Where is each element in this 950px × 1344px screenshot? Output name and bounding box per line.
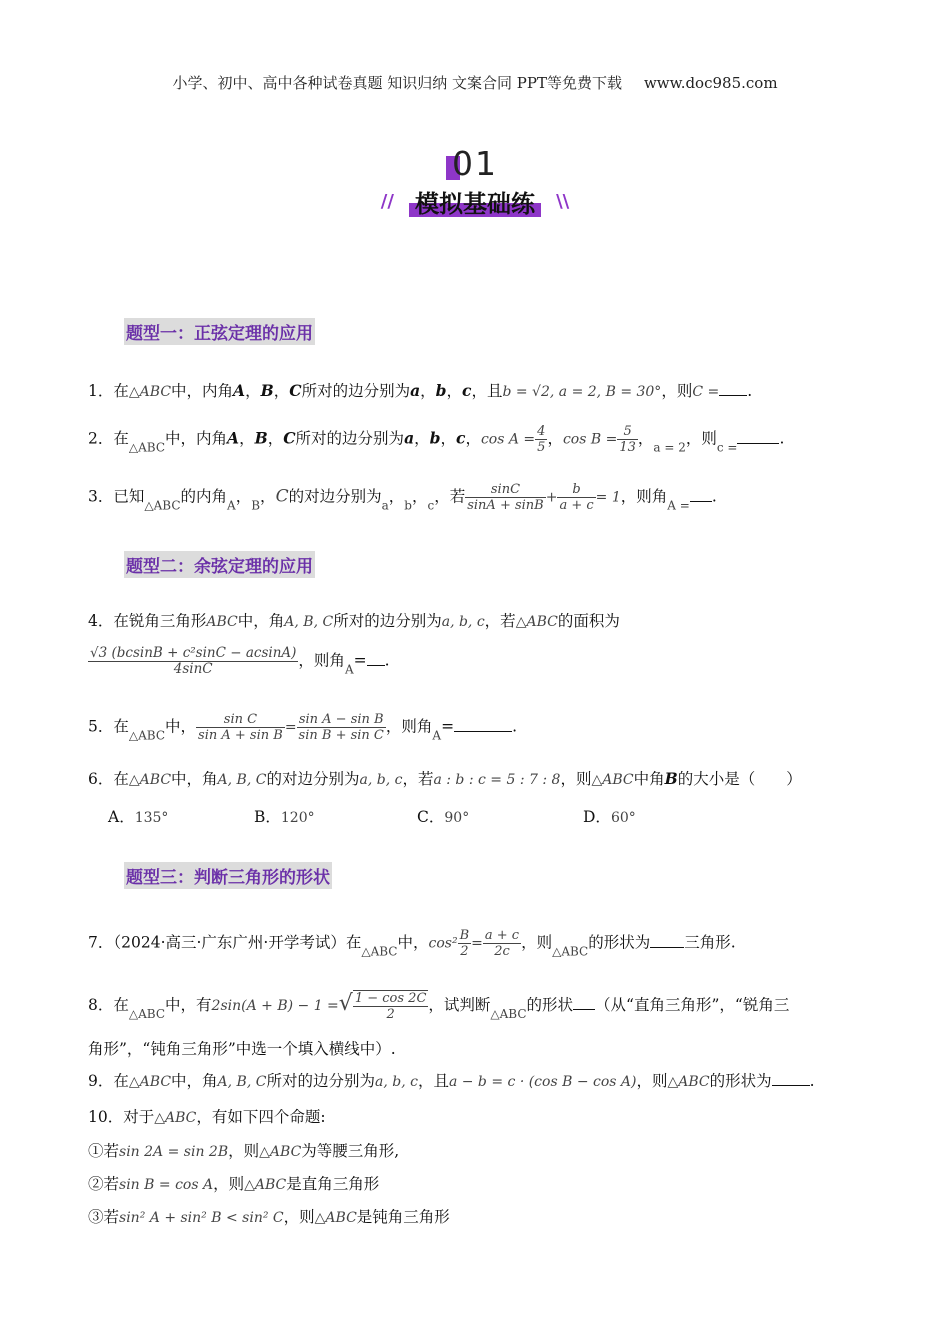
left-deco: // [380,191,394,212]
answer-blank[interactable] [772,1073,810,1086]
proposition-1: ①若sin 2A = sin 2B，则△ABC为等腰三角形, [88,1142,400,1160]
chapter-title: 模拟基础练 [409,184,541,219]
question-3: 3．已知$_{\triangle ABC}$的内角$_A$，$_B$，C的对边分别为$_a$，$_b$，$_c$，若 $\frac{\sin C}{\sin A + \sin B}$ + $\frac{b}{a + c}$ = 1，则角$_{A =}$ . [88,482,717,513]
section-heading-3: 题型三：判断三角形的形状 [124,862,332,889]
proposition-2: ②若sin B = cos A，则△ABC是直角三角形 [88,1175,380,1193]
question-9: 9．在△ABC中，角A, B, C所对的边分别为a, b, c，且a − b = c · (cos B − cos A)，则△ABC的形状为 . [88,1072,815,1090]
answer-blank[interactable] [573,997,595,1010]
answer-blank[interactable] [650,935,684,948]
header-banner [0,72,950,93]
proposition-3: ③若sin² A + sin² B < sin² C，则△ABC是钝角三角形 [88,1208,450,1226]
answer-blank[interactable] [367,653,385,666]
section-heading-2: 题型二：余弦定理的应用 [124,551,315,578]
question-8-line-2: 角形”，“钝角三角形”中选一个填入横线中）. [88,1040,396,1058]
option-b[interactable]: B．120° [254,808,315,826]
answer-blank[interactable] [719,383,747,396]
site-link[interactable]: www.doc985.com [643,74,778,92]
answer-blank[interactable] [454,719,512,732]
question-10: 10．对于△ABC，有如下四个命题: [88,1108,326,1126]
question-4-line-2: $\frac{\text{√3 (bcsinB + c²sinC − acsinA)}}{4\sin C}$ ，则角$_A$= . [90,645,390,677]
question-2: 2．在$_{\triangle ABC}$中，内角A，B，C所对的边分别为a，b，c，cos A = $\frac{4}{5}$ ，cos B = $\frac{5}{13}$ ，$_{a = 2}$，则$_{c =}$ . [88,424,785,455]
question-6: 6．在△ABC中，角A, B, C的对边分别为a, b, c，若a : b : c = 5 : 7 : 8，则△ABC中角B的大小是（ ） [88,769,802,788]
option-a[interactable]: A．135° [108,808,169,826]
section-heading-1: 题型一：正弦定理的应用 [124,318,315,345]
chapter-number: 01 [452,144,498,183]
question-7: 7．（2024·高三·广东广州·开学考试）在$_{\triangle ABC}$中，cos² $\frac{B}{2}$ = $\frac{a + c}{2c}$ ，则$_{\triangle ABC}$的形状为 三角形. [88,928,736,959]
question-4-line-1: 4．在锐角三角形ABC中，角A, B, C所对的边分别为a, b, c，若△ABC的面积为 [88,612,620,630]
option-d[interactable]: D．60° [583,808,636,826]
chapter-title-block [0,184,950,219]
question-1: 1．在△ABC中，内角A，B，C所对的边分别为a，b，c，且b = √2, a = 2, B = 30°，则C = . [88,381,753,400]
answer-blank[interactable] [690,489,712,502]
question-8-line-1: 8．在$_{\triangle ABC}$中，有2sin(A + B) − 1 =√ $\frac{1 - \cos 2C}{2}$ ，试判断$_{\triangle ABC}$的形状 （从“直角三角形”，“锐角三 [88,991,790,1022]
chapter-number-block [0,144,950,183]
answer-blank[interactable] [737,431,779,444]
right-deco: \\ [556,191,570,212]
banner-text: 小学、初中、高中各种试卷真题 知识归纳 文案合同 PPT等免费下载 [172,74,622,92]
question-5: 5．在$_{\triangle ABC}$中， $\frac{\text{sin C}}{\text{sin A + sin B}}$ = $\frac{\text{sin A − sin B}}{\text{sin B + sin C}}$ ，则角$_A$= . [88,712,517,743]
option-c[interactable]: C．90° [417,808,470,826]
